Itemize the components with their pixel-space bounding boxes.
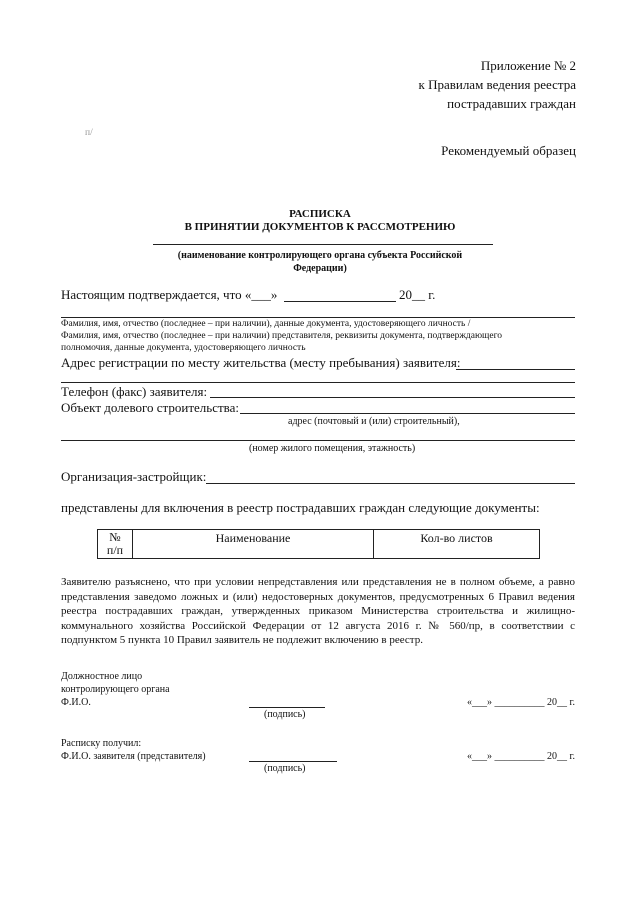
receiver-fio-label: Ф.И.О. заявителя (представителя) — [61, 751, 206, 762]
table-header-row — [98, 530, 540, 559]
marginal-mark: п/ — [85, 128, 93, 138]
phone-line[interactable] — [210, 397, 575, 398]
official-signature-line[interactable] — [249, 707, 325, 708]
receiver-signature-line[interactable] — [249, 761, 337, 762]
official-date: «___» __________ 20__ г. — [467, 697, 575, 708]
col-number-label: № — [109, 530, 121, 544]
notice-paragraph: Заявителю разъяснено, что при условии непредставления или представления не в полном объеме, а равно представления заведомо ложных и (или) недостоверных документов, предусмотренных 6 Правил ведения реестра пострадавших граждан, утвержденных приказом Министерства строительства и жилищно-коммунального хозяйства Российской Федерации от 12 августа 2016 г. № 560/пр, в соответствии с подпунктом 5 пункта 10 Правил заявитель не подлежит включению в реестр. — [61, 576, 575, 646]
address-line-2[interactable] — [61, 382, 575, 383]
developer-line[interactable] — [206, 483, 575, 484]
appendix-citizens-line: пострадавших граждан — [447, 96, 576, 111]
col-number-header — [98, 530, 133, 559]
receiver-label: Расписку получил: — [61, 738, 142, 749]
address-label: Адрес регистрации по месту жительства (месту пребывания) заявителя: — [61, 355, 461, 370]
col-sheets-header: Кол-во листов — [374, 530, 540, 559]
confirm-text: Настоящим подтверждается, что «___» — [61, 287, 278, 302]
fio-caption-line3: полномочия, данные документа, удостоверяющего личность — [61, 343, 306, 353]
authority-name-line[interactable] — [153, 244, 493, 245]
recommended-sample-label: Рекомендуемый образец — [441, 143, 576, 158]
object-line[interactable] — [240, 413, 575, 414]
col-number-label-2: п/п — [106, 543, 124, 557]
official-label-2: контролирующего органа — [61, 684, 170, 695]
appendix-number: Приложение № 2 — [480, 58, 576, 73]
document-subtitle: В ПРИНЯТИИ ДОКУМЕНТОВ К РАССМОТРЕНИЮ — [184, 221, 456, 233]
official-label: Должностное лицо — [61, 671, 143, 682]
confirm-year: 20__ г. — [399, 287, 436, 302]
authority-caption: (наименование контролирующего органа субъекта Российской — [177, 250, 463, 261]
room-caption: (номер жилого помещения, этажность) — [249, 443, 416, 454]
developer-label: Организация-застройщик: — [61, 469, 207, 484]
object-label: Объект долевого строительства: — [61, 400, 239, 415]
documents-intro: представлены для включения в реестр пострадавших граждан следующие документы: — [61, 500, 540, 515]
confirm-month-line[interactable] — [284, 301, 396, 302]
phone-label: Телефон (факс) заявителя: — [61, 384, 208, 399]
object-line-2[interactable] — [61, 440, 575, 441]
address-line[interactable] — [456, 369, 575, 370]
object-address-caption: адрес (почтовый и (или) строительный), — [288, 416, 460, 427]
authority-caption-2: Федерации) — [293, 263, 347, 274]
fio-caption-line2: Фамилия, имя, отчество (последнее – при наличии) представителя, реквизиты документа, подтверждающего — [61, 331, 503, 341]
fio-caption-line1: Фамилия, имя, отчество (последнее – при наличии), данные документа, удостоверяющего личность / — [61, 319, 471, 329]
appendix-rules-line: к Правилам ведения реестра — [418, 77, 576, 92]
document-title: РАСПИСКА — [289, 208, 351, 220]
applicant-fio-line[interactable] — [61, 317, 575, 318]
documents-table — [97, 529, 540, 559]
receiver-date: «___» __________ 20__ г. — [467, 751, 575, 762]
official-fio-label: Ф.И.О. — [61, 697, 91, 708]
official-signature-caption: (подпись) — [264, 709, 306, 720]
col-name-header: Наименование — [133, 530, 374, 559]
receiver-signature-caption: (подпись) — [264, 763, 306, 774]
